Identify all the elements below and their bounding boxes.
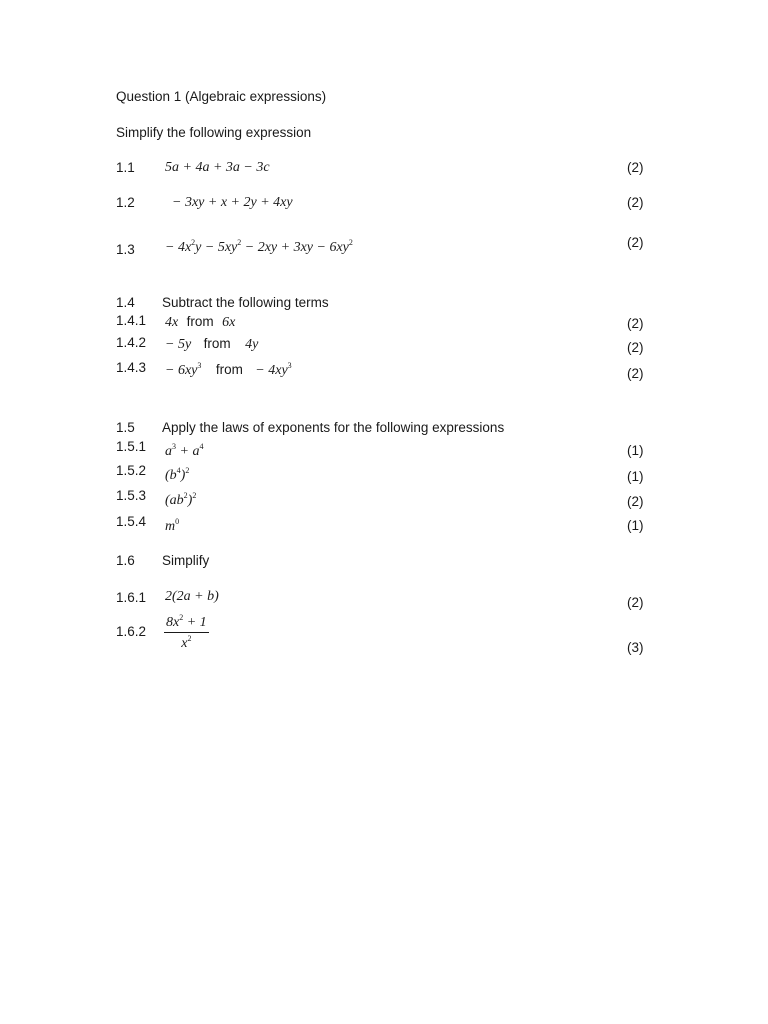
mark-allocation: (2) [627,340,644,355]
item-number: 1.6.2 [116,624,147,639]
mark-allocation: (2) [627,316,644,331]
mark-allocation: (1) [627,518,644,533]
item-number: 1.3 [116,242,135,257]
expression-1-5-2: $(b^4)^2$ [165,466,190,483]
item-number: 1.5.1 [116,439,147,454]
section-heading: Apply the laws of exponents for the following expressions [162,420,505,435]
item-number: 1.5.3 [116,488,147,503]
expression-1-4-2: − 5y from 4y [165,336,259,352]
mark-allocation: (2) [627,235,644,250]
question-title: Question 1 (Algebraic expressions) [116,89,327,104]
item-number: 1.4.2 [116,335,147,350]
expression-1-3: − $4x^2y - 5xy^2 - 2xy + 3xy - 6xy^2$ [165,238,353,255]
from-word: from [203,336,231,351]
mark-allocation: (2) [627,366,644,381]
mark-allocation: (2) [627,195,644,210]
expression-1-6-2: $8x^2 + 1$ $x^2$ [166,613,207,651]
section-heading: Subtract the following terms [162,295,329,310]
item-number: 1.5 [116,420,135,435]
mark-allocation: (2) [627,494,644,509]
expression-1-5-4: $m^0$ [165,517,180,534]
instruction-text: Simplify the following expression [116,125,312,140]
expression-1-6-1: 2(2a + b) [165,589,219,604]
item-number: 1.5.4 [116,514,147,529]
mark-allocation: (2) [627,160,644,175]
expression-1-4-1: 4x from 6x [165,314,236,330]
item-number: 1.4 [116,295,135,310]
item-number: 1.4.1 [116,313,147,328]
item-number: 1.1 [116,160,135,175]
mark-allocation: (1) [627,469,644,484]
from-word: from [215,362,243,377]
mark-allocation: (3) [627,640,644,655]
item-number: 1.6 [116,553,135,568]
from-word: from [186,314,214,329]
expression-1-5-1: $a^3 + a^4$ [165,442,204,459]
item-number: 1.6.1 [116,590,147,605]
mark-allocation: (2) [627,595,644,610]
expression-1-2: − 3xy + x + 2y + 4xy [172,195,293,210]
item-number: 1.5.2 [116,463,147,478]
mark-allocation: (1) [627,443,644,458]
section-heading: Simplify [162,553,210,568]
expression-1-4-3: − $6xy^3$ from − $4xy^3$ [165,361,292,378]
item-number: 1.4.3 [116,360,147,375]
expression-1-5-3: $(ab^2)^2$ [165,491,197,508]
expression-1-1: 5a + 4a + 3a − 3c [165,160,270,175]
item-number: 1.2 [116,195,135,210]
